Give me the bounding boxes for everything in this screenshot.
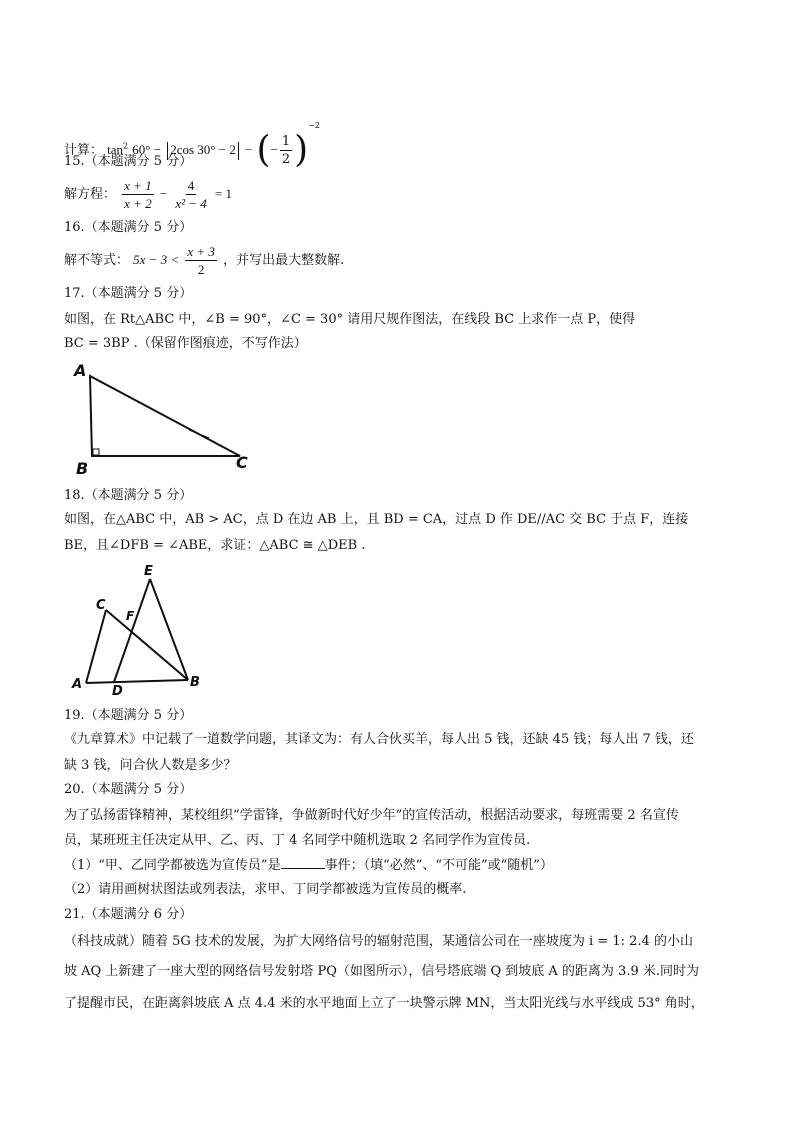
q15-equation (64, 174, 232, 214)
segment-ab (86, 680, 188, 683)
q14-tan-exponent: 2 (123, 141, 129, 151)
q19-line-1: 《九章算术》中记载了一道数学问题，其译文为：有人合伙买羊，每人出 5 钱，还缺 45 钱；每人出 7 钱，还 (64, 732, 694, 747)
q18-line-1: 如图，在△ABC 中，AB > AC，点 D 在边 AB 上，且 BD = CA，过点 D 作 DE//AC 交 BC 于点 F，连接 (64, 512, 689, 527)
label-b: B (190, 675, 200, 690)
q20-sub-1 (64, 855, 553, 876)
q17-line-2: BC = 3BP .（保留作图痕迹，不写作法） (64, 336, 307, 351)
q18-line-2: BE，且∠DFB = ∠ABE，求证：△ABC ≅ △DEB . (64, 538, 366, 553)
segment-ac (86, 610, 106, 683)
q15-f1-den: x + 2 (124, 196, 152, 211)
q17-triangle-figure (64, 358, 264, 478)
triangle-abc (90, 376, 240, 456)
q20-sub-2: （2）请用画树状图法或列表法，求甲、丁同学都被选为宣传员的概率. (64, 882, 467, 897)
label-e: E (144, 564, 153, 579)
q15-header: 15.（本题满分 5 分） (64, 154, 193, 169)
label-d: D (112, 684, 123, 699)
left-paren: ( (256, 129, 271, 171)
q15-fraction-1 (122, 177, 154, 212)
q14-tan-argument: 60° − (132, 142, 162, 157)
q15-f1-num: x + 1 (124, 178, 152, 193)
q16-header: 16.（本题满分 5 分） (64, 220, 193, 235)
q20-line-2: 员，某班班主任决定从甲、乙、丙、丁 4 名同学中随机选取 2 名同学作为宣传员. (64, 833, 531, 848)
q14-frac-num: 1 (281, 134, 291, 149)
q16-f-den: 2 (197, 262, 205, 277)
construction-trace (189, 430, 209, 438)
right-paren: ) (294, 129, 309, 171)
answer-blank[interactable] (281, 855, 325, 869)
q18-header: 18.（本题满分 5 分） (64, 488, 193, 503)
q16-lhs: 5x − 3 < (133, 252, 180, 267)
q15-prefix: 解方程： (64, 187, 117, 202)
label-a: A (74, 361, 87, 380)
label-c: C (236, 453, 248, 472)
q16-prefix: 解不等式： (64, 253, 130, 268)
label-f: F (126, 609, 135, 623)
q19-line-2: 缺 3 钱，问合伙人数是多少？ (64, 758, 237, 773)
q14-outer-exponent: −2 (308, 121, 320, 130)
segment-de (114, 579, 150, 682)
abs-bar-right (238, 142, 239, 160)
q14-fraction (280, 133, 292, 168)
label-c: C (96, 598, 106, 613)
q16-inequality (64, 240, 344, 280)
q15-f2-den: x² − 4 (175, 196, 207, 211)
q15-fraction-2 (173, 177, 208, 212)
q19-header: 19.（本题满分 5 分） (64, 708, 193, 723)
q20-sub-1-text-a: （1）“甲、乙同学都被选为宣传员”是 (64, 858, 281, 873)
q16-suffix: ，并写出最大整数解. (223, 253, 345, 268)
q16-fraction (185, 243, 217, 278)
q14-tan: tan (107, 142, 124, 157)
q14-frac-sign: − (270, 142, 278, 157)
q20-sub-1-text-b: 事件；（填“必然”、“不可能”或“随机”） (324, 858, 553, 873)
q21-line-3: 了提醒市民，在距离斜坡底 A 点 4.4 米的水平地面上立了一块警示牌 MN，当太阳光线与水平线成 53° 角时， (64, 996, 704, 1011)
q15-f2-num: 4 (187, 178, 195, 193)
q14-frac-den: 2 (281, 152, 291, 167)
q14-abs-expression: 2cos 30° − 2 (170, 142, 236, 157)
label-a: A (72, 677, 83, 692)
q15-rhs: = 1 (214, 186, 233, 201)
q18-triangle-figure (64, 562, 224, 702)
q20-header: 20.（本题满分 5 分） (64, 782, 193, 797)
q21-header: 21.（本题满分 6 分） (64, 907, 193, 922)
q15-minus: − (159, 186, 168, 201)
q21-line-2: 坡 AQ 上新建了一座大型的网络信号发射塔 PQ（如图所示），信号塔底端 Q 到坡底 A 的距离为 3.9 米.同时为 (64, 964, 699, 979)
right-angle-mark (93, 449, 99, 455)
q14-minus: − (244, 142, 253, 157)
q21-line-1: （科技成就）随着 5G 技术的发展，为扩大网络信号的辐射范围，某通信公司在一座坡度为 i = 1: 2.4 的小山 (64, 934, 693, 949)
q20-line-1: 为了弘扬雷锋精神，某校组织“学雷锋，争做新时代好少年”的宣传活动，根据活动要求，每班需要 2 名宣传 (64, 808, 679, 823)
label-b: B (76, 459, 89, 478)
q16-f-num: x + 3 (187, 244, 215, 259)
q17-header: 17.（本题满分 5 分） (64, 286, 193, 301)
q14-prefix: 计算： (64, 143, 104, 158)
q17-line-1: 如图，在 Rt△ABC 中，∠B = 90°，∠C = 30° 请用尺规作图法，在线段 BC 上求作一点 P，使得 (64, 312, 636, 327)
